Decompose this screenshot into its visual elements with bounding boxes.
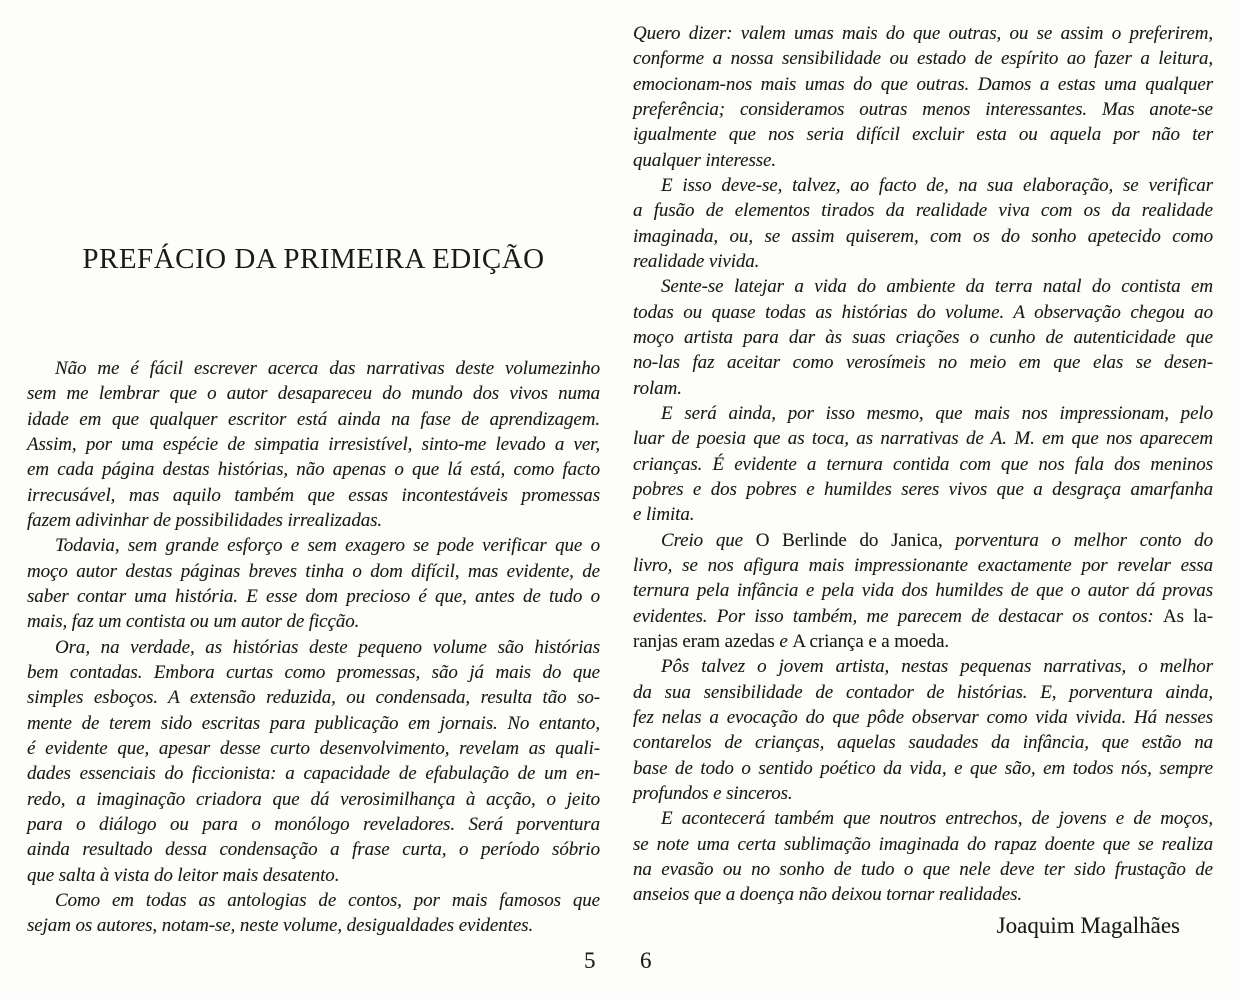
text-line: qualquer interesse.	[633, 149, 777, 171]
text-line: Assim, por uma espécie de simpatia irresistível, sinto-me levado a ver,	[27, 433, 600, 455]
text-line: profundos e sinceros.	[633, 782, 793, 804]
text-line: luar de poesia que as toca, as narrativas de A. M. em que nos aparecem	[633, 428, 1213, 450]
text-line: todas ou quase todas as histórias do volume. A observação chegou ao	[633, 301, 1213, 323]
text-line: E isso deve-se, talvez, ao facto de, na sua elaboração, se verificar	[661, 174, 1213, 196]
paragraph	[633, 274, 1213, 401]
text-line: Quero dizer: valem umas mais do que outras, ou se assim o preferirem,	[633, 23, 1213, 44]
text-line: conforme a nossa sensibilidade ou estado de espírito ao fazer a leitura,	[633, 48, 1213, 70]
text-line: preferência; consideramos outras menos interessantes. Mas anote-se	[633, 98, 1213, 120]
text-line: Creio que O Berlinde do Janica, porventura o melhor conto do	[661, 529, 1213, 551]
paragraph	[633, 654, 1213, 806]
text-line: base de todo o sentido poético da vida, e que são, em todos nós, sempre	[633, 757, 1213, 779]
text-line: em cada página destas histórias, não apenas o que lá está, como facto	[27, 459, 600, 481]
text-line: E será ainda, por isso mesmo, que mais nos impressionam, pelo	[661, 402, 1213, 424]
author-signature: Joaquim Magalhães	[996, 913, 1180, 938]
text-line: livro, se nos afigura mais impressionante exactamente por revelar essa	[633, 554, 1213, 576]
text-line: ainda resultado dessa condensação a frase curta, o período sóbrio	[27, 839, 600, 861]
right-page-number: 6	[640, 948, 652, 973]
text-line: Pôs talvez o jovem artista, nestas pequenas narrativas, o melhor	[661, 656, 1213, 678]
text-line: que salta à vista do leitor mais desatento.	[27, 864, 340, 886]
paragraph	[27, 635, 600, 888]
text-line: da sua sensibilidade de contador de histórias. E, porventura ainda,	[633, 681, 1213, 703]
right-page	[633, 0, 1213, 1000]
text-line: é evidente que, apesar desse curto desenvolvimento, revelam as quali-	[27, 737, 600, 759]
text-line: irrecusável, mas aquilo também que essas incontestáveis promessas	[27, 484, 600, 506]
text-line: sem me lembrar que o autor desapareceu do mundo dos vivos numa	[27, 383, 600, 405]
text-line: bem contadas. Embora curtas como promessas, são já mais do que	[27, 661, 600, 683]
left-page-number: 5	[584, 948, 596, 973]
text-line: Sente-se latejar a vida do ambiente da terra natal do contista em	[661, 276, 1213, 298]
right-page-body	[633, 21, 1213, 907]
text-line: crianças. É evidente a ternura contida com que nos fala dos meninos	[633, 453, 1213, 475]
paragraph	[633, 528, 1213, 655]
text-line: simples esboços. A extensão reduzida, ou condensada, resulta tão so-	[27, 687, 600, 709]
left-page	[27, 0, 600, 1000]
text-line: saber contar uma história. E esse dom precioso é que, antes de tudo o	[27, 585, 600, 607]
text-line: realidade vivida.	[633, 250, 760, 272]
text-line: para o diálogo ou para o monólogo reveladores. Será porventura	[27, 813, 600, 835]
text-line: Como em todas as antologias de contos, por mais famosos que	[55, 889, 600, 911]
text-line: rolam.	[633, 377, 682, 399]
paragraph	[633, 21, 1213, 173]
text-line: se note uma certa sublimação imaginada do rapaz doente que se realiza	[633, 833, 1213, 855]
text-line: moço artista para dar às suas criações o cunho de autenticidade que	[633, 326, 1213, 348]
text-line: emocionam-nos mais umas do que outras. Damos a estas uma qualquer	[633, 73, 1213, 95]
text-line: no-las faz aceitar como verosímeis no meio em que elas se desen-	[633, 352, 1213, 374]
paragraph	[27, 533, 600, 634]
text-line: redo, a imaginação criadora que dá verosimilhança à acção, o jeito	[27, 788, 600, 810]
text-line: idade em que qualquer escritor está ainda na fase de aprendizagem.	[27, 408, 600, 430]
text-line: mente de terem sido escritas para publicação em jornais. No entanto,	[27, 712, 600, 734]
text-line: fez nelas a evocação do que pôde observar como vida vivida. Há nesses	[633, 706, 1213, 728]
text-line: mais, faz um contista ou um autor de ficção.	[27, 611, 360, 633]
text-line: Ora, na verdade, as histórias deste pequeno volume são histórias	[55, 636, 600, 658]
text-line: Todavia, sem grande esforço e sem exagero se pode verificar que o	[55, 535, 600, 557]
text-line: imaginada, ou, se assim quiserem, com os do sonho apetecido como	[633, 225, 1213, 247]
text-line: fazem adivinhar de possibilidades irrealizadas.	[27, 509, 383, 531]
text-line: ternura pela infância e pela vida dos humildes de que o autor dá provas	[633, 580, 1213, 602]
paragraph	[27, 356, 600, 533]
page-title: PREFÁCIO DA PRIMEIRA EDIÇÃO	[82, 243, 545, 275]
text-line: moço autor destas páginas breves tinha o dom difícil, mas evidente, de	[27, 560, 600, 582]
text-line: na evasão ou no sonho de tudo o que nele deve ter sido frustação de	[633, 858, 1213, 880]
paragraph	[633, 173, 1213, 274]
text-line: anseios que a doença não deixou tornar realidades.	[633, 884, 1023, 906]
text-line: contarelos de crianças, aquelas saudades da infância, que estão na	[633, 732, 1213, 754]
left-page-body	[27, 356, 600, 939]
text-line: e limita.	[633, 504, 695, 526]
paragraph	[633, 806, 1213, 907]
text-line: dades essenciais do ficcionista: a capacidade de efabulação de um en-	[27, 763, 600, 785]
text-line: igualmente que nos seria difícil excluir esta ou aquela por não ter	[633, 124, 1213, 146]
paragraph	[27, 888, 600, 939]
text-line: Não me é fácil escrever acerca das narrativas deste volumezinho	[55, 358, 600, 379]
text-line: a fusão de elementos tirados da realidade viva com os da realidade	[633, 200, 1213, 222]
text-line: E acontecerá também que noutros entrechos, de jovens e de moços,	[661, 808, 1213, 830]
paragraph	[633, 401, 1213, 528]
text-line: sejam os autores, notam-se, neste volume, desigualdades evidentes.	[27, 915, 534, 937]
text-line: pobres e dos pobres e humildes seres vivos que a desgraça amarfanha	[633, 478, 1213, 500]
text-line: evidentes. Por isso também, me parecem de destacar os contos: As la-	[633, 605, 1213, 627]
text-line: ranjas eram azedas e A criança e a moeda.	[633, 630, 950, 652]
